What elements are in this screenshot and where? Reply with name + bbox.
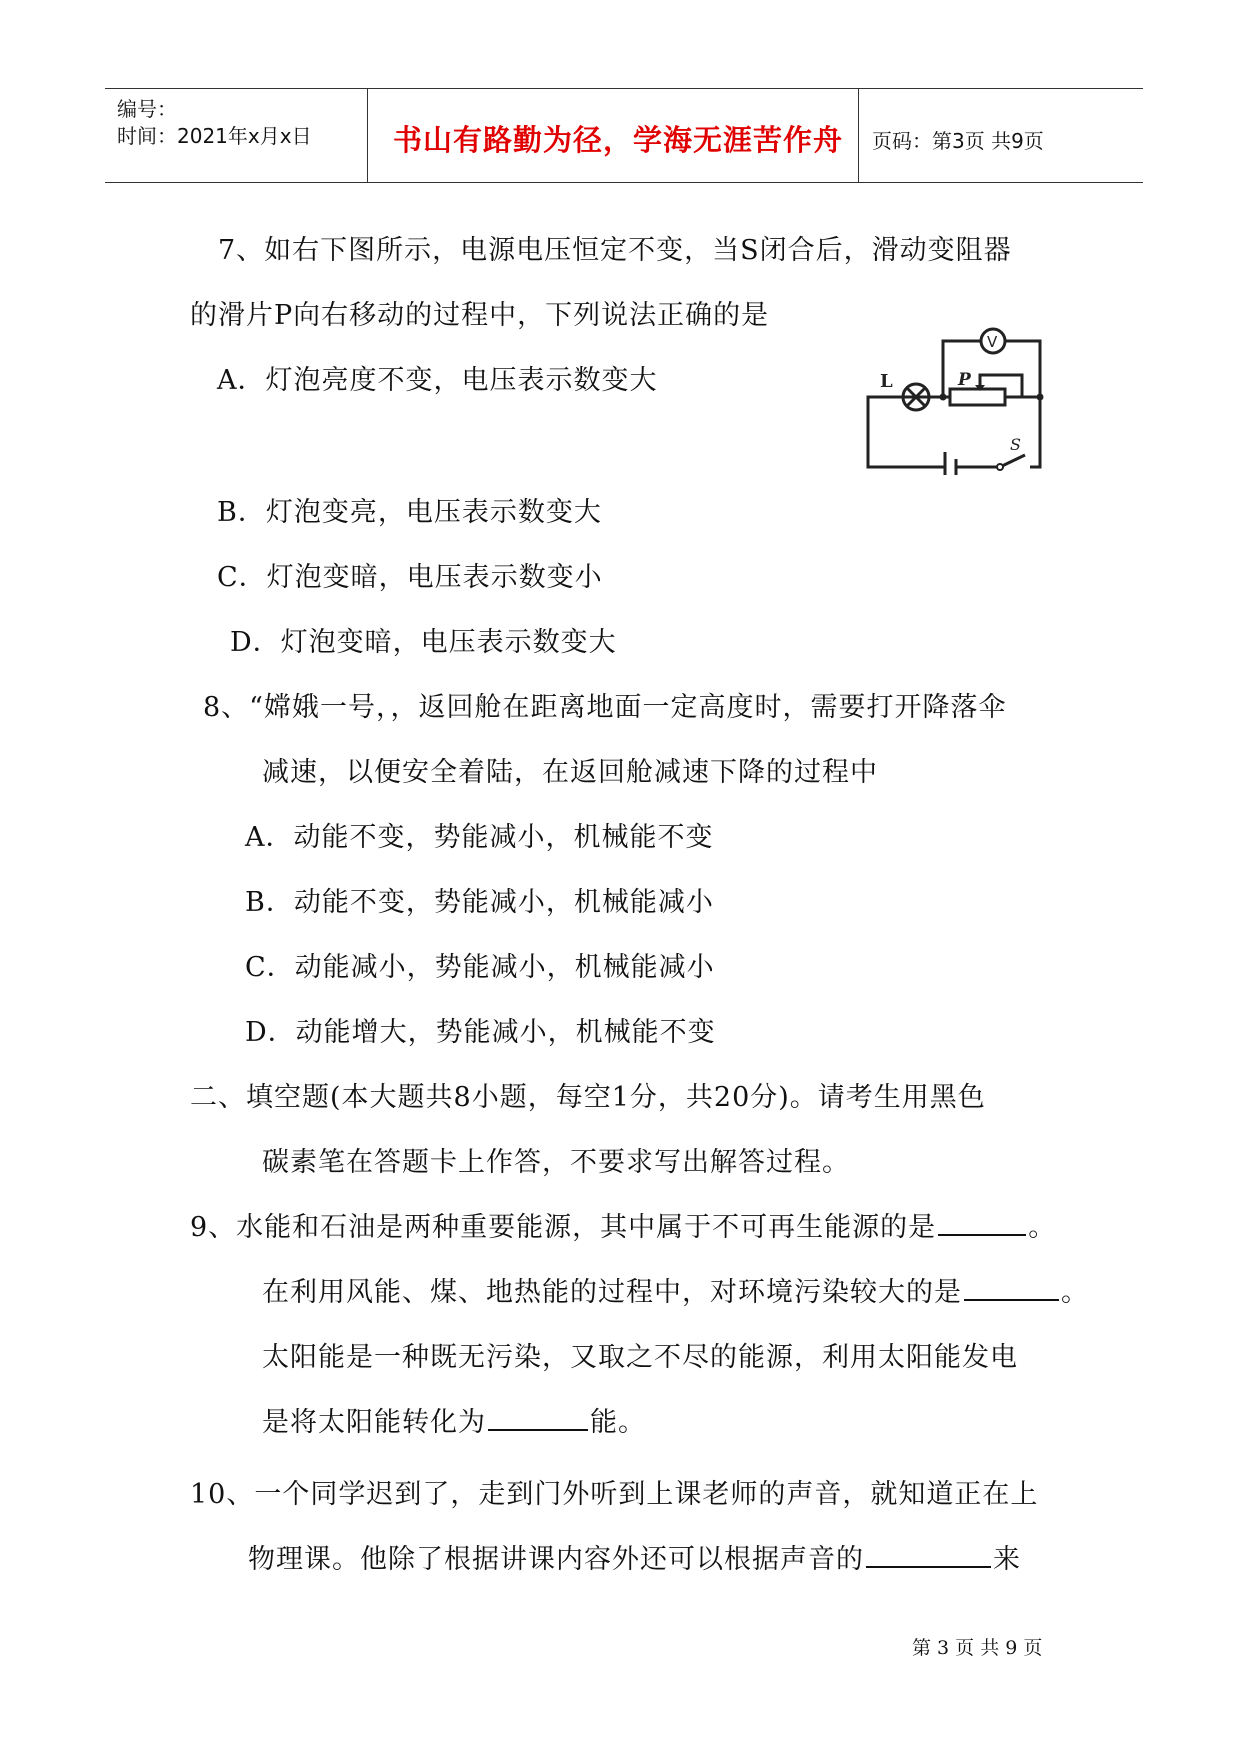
q10-line2-text: 物理课。他除了根据讲课内容外还可以根据声音的 [248, 1544, 864, 1575]
page-code: 页码：第3页 共9页 [872, 129, 1044, 153]
q9-line4-end: 能。 [590, 1407, 646, 1438]
label-lamp: L [880, 371, 893, 392]
q7-stem-line2: 的滑片P向右移动的过程中，下列说法正确的是 [190, 300, 770, 331]
q7-option-b: B．灯泡变亮，电压表示数变大 [217, 497, 602, 528]
slider-wire [980, 375, 1022, 397]
q10-line1: 10、一个同学迟到了，走到门外听到上课老师的声音，就知道正在上 [190, 1479, 1039, 1510]
q9-line1-text: 9、水能和石油是两种重要能源，其中属于不可再生能源的是 [190, 1212, 937, 1243]
header-divider-right [858, 88, 859, 183]
q10-line2-end: 来 [993, 1544, 1021, 1575]
q9-blank-2[interactable] [964, 1275, 1059, 1301]
q9-blank-1[interactable] [938, 1210, 1026, 1236]
q9-line2 [262, 1270, 1089, 1309]
rheostat-body [950, 389, 1005, 405]
header-divider-left [367, 88, 368, 183]
q8-option-b: B．动能不变，势能减小，机械能减小 [245, 887, 714, 918]
q8-stem-line2: 减速，以便安全着陆，在返回舱减速下降的过程中 [262, 757, 878, 788]
junction-dot-right [1037, 394, 1044, 401]
header-bottom-rule [105, 182, 1143, 183]
q7-option-c: C．灯泡变暗，电压表示数变小 [217, 562, 603, 593]
header-top-rule [105, 88, 1143, 89]
label-switch: S [1010, 435, 1021, 454]
q9-blank-3[interactable] [488, 1405, 588, 1431]
wire-bottom-right [1030, 396, 1040, 467]
switch-blade [1000, 455, 1025, 467]
q7-option-a: A．灯泡亮度不变，电压表示数变大 [217, 365, 658, 396]
q10-line2 [248, 1537, 1021, 1576]
q9-line2-end: 。 [1061, 1277, 1089, 1308]
q9-line3: 太阳能是一种既无污染，又取之不尽的能源，利用太阳能发电 [262, 1342, 1018, 1373]
serial-label: 编号： [117, 97, 177, 121]
label-voltmeter: V [987, 333, 998, 351]
q9-line4 [262, 1400, 646, 1439]
q9-line2-text: 在利用风能、煤、地热能的过程中，对环境污染较大的是 [262, 1277, 962, 1308]
label-slider: P [958, 370, 971, 390]
section2-heading-line2: 碳素笔在答题卡上作答，不要求写出解答过程。 [262, 1147, 850, 1178]
footer-page-info: 第 3 页 共 9 页 [912, 1637, 1043, 1659]
q8-option-a: A．动能不变，势能减小，机械能不变 [245, 822, 714, 853]
time-label: 时间：2021年x月x日 [117, 124, 312, 148]
circuit-diagram [860, 305, 1060, 475]
q9-line1-end: 。 [1028, 1212, 1057, 1243]
q8-stem-line1: 8、“嫦娥一号，，返回舱在距离地面一定高度时，需要打开降落伞 [203, 692, 1007, 723]
q9-line4-text: 是将太阳能转化为 [262, 1407, 486, 1438]
q7-option-d: D．灯泡变暗，电压表示数变大 [230, 627, 617, 658]
q10-blank-1[interactable] [866, 1542, 991, 1568]
q9-line1 [190, 1205, 1056, 1244]
q8-option-c: C．动能减小，势能减小，机械能减小 [245, 952, 715, 983]
section2-heading-line1: 二、填空题(本大题共8小题，每空1分，共20分)。请考生用黑色 [190, 1082, 986, 1113]
junction-dot-left [940, 394, 947, 401]
q8-option-d: D．动能增大，势能减小，机械能不变 [245, 1017, 716, 1048]
q7-stem-line1: 7、如右下图所示，电源电压恒定不变，当S闭合后，滑动变阻器 [218, 235, 1012, 266]
switch-contact [997, 464, 1003, 470]
header-motto: 书山有路勤为径，学海无涯苦作舟 [393, 123, 844, 157]
